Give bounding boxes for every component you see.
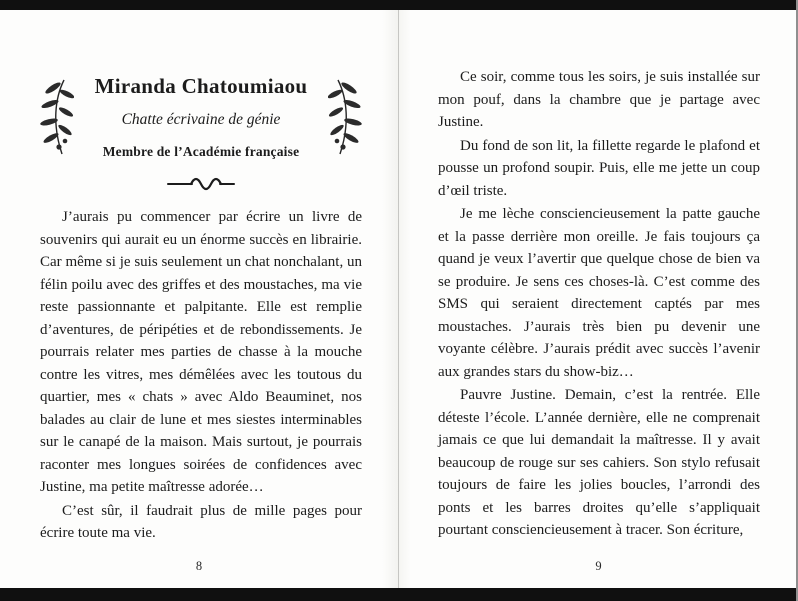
chapter-affiliation: Membre de l’Académie française (102, 144, 300, 159)
paragraph: Pauvre Justine. Demain, c’est la rentrée. Elle déteste l’école. L’année dernière, elle ne comprenait jamais ce que lui demandait la maîtresse. Il y avait beaucoup de rouge sur ses cahiers. Son stylo refusait toujours de faire les jolies boucles, l’arrondi des ponts et les barres droites qu’elle s’appliquait pourtant consciencieusement à tracer. Son écriture, (438, 387, 760, 538)
paragraph: J’aurais pu commencer par écrire un livre de souvenirs qui aurait eu un énorme succès en librairie. Car même si je suis seulement un chat nonchalant, un félin poilu avec des griffes et des moustaches, ma vie reste passionnante et palpitante. Elle est remplie d’aventures, de péripéties et de rebondissements. Je pourrais relater mes parties de chasse à la mouche contre les vitres, mes démêlées avec les toutous du quartier, mes « chats » avec Aldo Beauminet, nos balades au clair de lune et mes siestes interminables sur le canapé de la maison. Mais surtout, je pourrais raconter mes longues soirées de confidences avec Justine, ma petite maîtresse adorée… (40, 209, 362, 495)
page-left (0, 10, 399, 588)
paragraph: C’est sûr, il faudrait plus de mille pages pour écrire toute ma vie. (40, 502, 362, 541)
pages-container (0, 10, 798, 588)
chapter-subtitle: Chatte écrivaine de génie (121, 111, 281, 128)
section-divider-icon (40, 175, 362, 193)
paragraph: Ce soir, comme tous les soirs, je suis installée sur mon pouf, dans la chambre que je partage avec Justine. (438, 69, 760, 130)
page-right (399, 10, 798, 588)
page-number-left: 8 (195, 559, 203, 573)
page-number-right: 9 (595, 559, 602, 573)
paragraph: Je me lèche consciencieusement la patte gauche et la passe derrière mon oreille. Je fais toujours ça quand je veux l’avertir que quelque chose de bien va se produire. Je sens ces choses-là. C’est comme des SMS qui seraient directement captés par mes moustaches. J’aurais très bien pu devenir une voyante célèbre. J’aurais prédit avec succès l’avenir aux grandes stars du show-biz… (438, 206, 760, 380)
book-edge-top (0, 0, 798, 10)
paragraph: Du fond de son lit, la fillette regarde le plafond et pousse un profond soupir. Puis, elle me jette un coup d’œil triste. (438, 137, 760, 199)
chapter-title: Miranda Chatoumiaou (94, 74, 308, 98)
book-edge-bottom (0, 588, 798, 601)
laurel-branch-left-icon (40, 76, 74, 158)
chapter-heading (40, 74, 362, 160)
laurel-branch-right-icon (328, 76, 362, 158)
chapter-heading-text (74, 74, 328, 160)
